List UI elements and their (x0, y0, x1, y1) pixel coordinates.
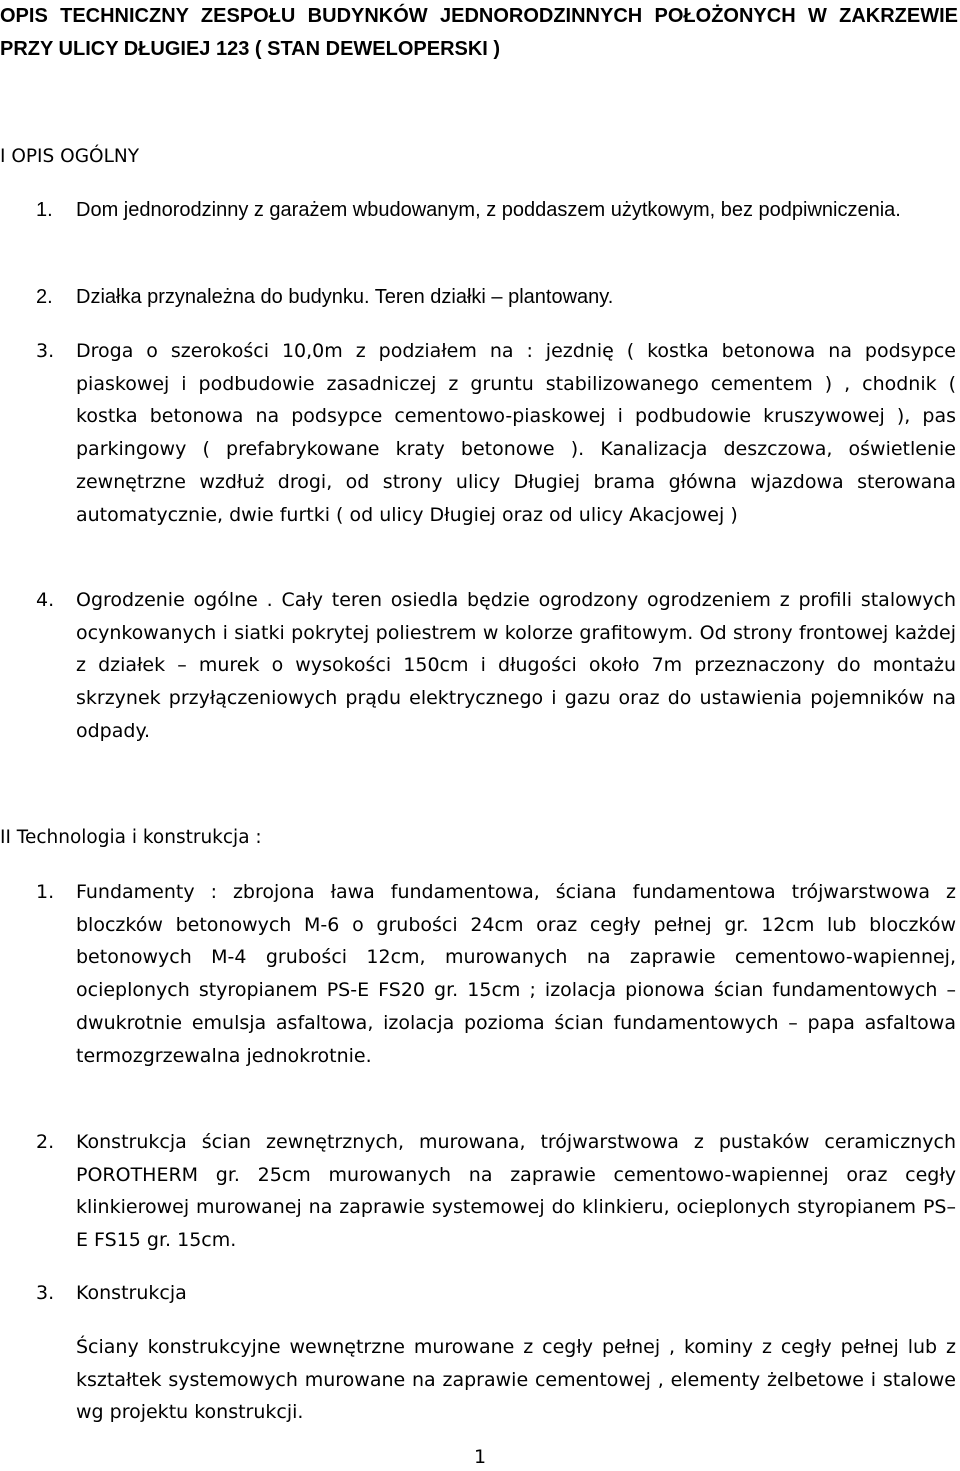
page-number: 1 (473, 1446, 487, 1468)
list-item-text: Konstrukcja (76, 1282, 187, 1304)
list-item-number: 2. (36, 1131, 55, 1153)
list-item-number: 3. (36, 1282, 55, 1304)
list-item-number: 2. (36, 286, 53, 308)
construction-paragraph: Ściany konstrukcyjne wewnętrzne murowane z cegły pełnej , kominy z cegły pełnej lub z kształtek systemowych murowane na zaprawie cementowej , elementy żelbetowe i stalowe wg projektu konstrukcji. (76, 1336, 956, 1424)
section-2-heading: II Technologia i konstrukcja : (0, 827, 262, 848)
list-item-text: Konstrukcja ścian zewnętrznych, murowana, trójwarstwowa z pustaków ceramicznych POROTHERM gr. 25cm murowanych na zaprawie cementowo-wapiennej oraz cegły klinkierowej murowanej na zaprawie systemowej do klinkieru, ocieplonych styropianem PS–E FS15 gr. 15cm. (76, 1131, 956, 1252)
list-item-text: Działka przynależna do budynku. Teren działki – plantowany. (76, 286, 614, 308)
list-item-text: Droga o szerokości 10,0m z podziałem na : jezdnię ( kostka betonowa na podsypce piaskowej i podbudowie zasadniczej z gruntu stabilizowanego cementem ) , chodnik ( kostka betonowa na podsypce cementowo-piaskowej i podbudowie kruszywowej ), pas parkingowy ( prefabrykowane kraty betonowe ). Kanalizacja deszczowa, oświetlenie zewnętrzne wzdłuż drogi, od strony ulicy Długiej brama główna wjazdowa sterowana automatycznie, dwie furtki ( od ulicy Długiej oraz od ulicy Akacjowej ) (76, 340, 956, 526)
list-item-number: 3. (36, 340, 55, 362)
list-item-text: Dom jednorodzinny z garażem wbudowanym, z poddaszem użytkowym, bez podpiwniczenia. (76, 199, 901, 221)
section-1-heading: I OPIS OGÓLNY (0, 146, 140, 167)
list-item-text: Ogrodzenie ogólne . Cały teren osiedla będzie ogrodzony ogrodzeniem z profili stalowych ocynkowanych i siatki pokrytej poliestrem w kolorze grafitowym. Od strony frontowej każdej z działek – murek o wysokości 150cm i długości około 7m przeznaczony do montażu skrzynek przyłączeniowych prądu elektrycznego i gazu oraz do ustawienia pojemników na odpady. (76, 589, 956, 742)
document-title: OPIS TECHNICZNY ZESPOŁU BUDYNKÓW JEDNORODZINNYCH POŁOŻONYCH W ZAKRZEWIE PRZY ULICY DŁUGIEJ 123 ( STAN DEWELOPERSKI ) (0, 5, 958, 60)
list-item-text: Fundamenty : zbrojona ława fundamentowa, ściana fundamentowa trójwarstwowa z bloczków betonowych M-6 o grubości 24cm oraz cegły pełnej gr. 12cm lub bloczków betonowych M-4 grubości 12cm, murowanych na zaprawie cementowo-wapiennej, ocieplonych styropianem PS-E FS20 gr. 15cm ; izolacja pionowa ścian fundamentowych – dwukrotnie emulsja asfaltowa, izolacja pozioma ścian fundamentowych – papa asfaltowa termozgrzewalna jednokrotnie. (76, 881, 956, 1067)
list-item-number: 4. (36, 589, 55, 611)
list-item-number: 1. (36, 881, 55, 903)
list-item-number: 1. (36, 199, 53, 221)
